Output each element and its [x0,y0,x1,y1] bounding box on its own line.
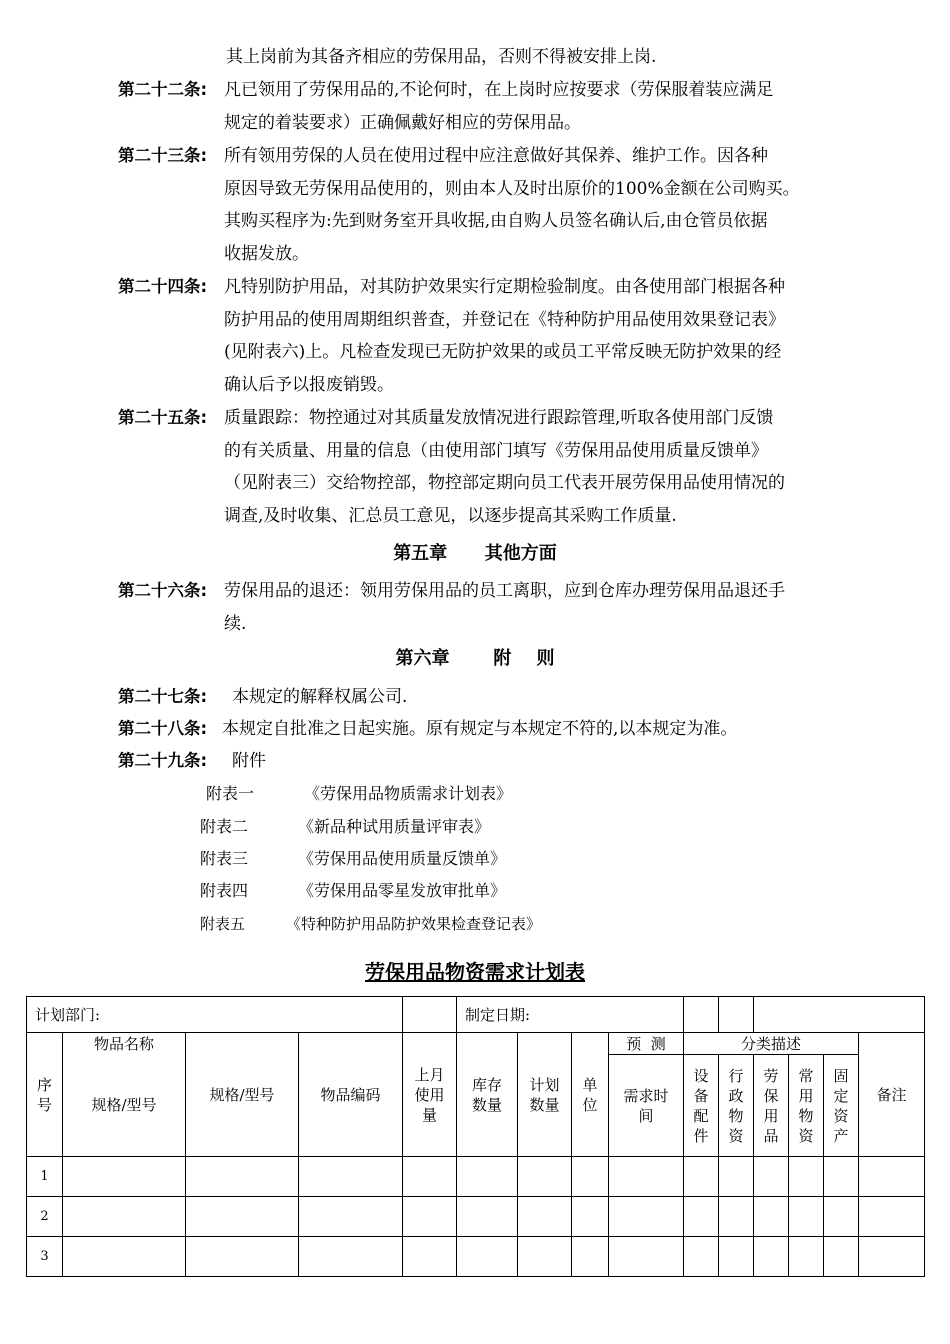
last-month-header-text: 上月使用量 [414,1065,445,1124]
spec-sub-header [63,1055,186,1157]
article-line: （见附表三）交给物控部，物控部定期向员工代表开展劳保用品使用情况的 [224,473,785,493]
date-cell[interactable] [457,997,684,1033]
article-line: 凡已领用了劳保用品的,不论何时，在上岗时应按要求（劳保服着装应满足 [224,80,774,100]
table-cell[interactable] [824,1197,859,1237]
article-line: 其购买程序为:先到财务室开具收据,由自购人员签名确认后,由仓管员依据 [224,211,768,231]
article-line: 本规定自批准之日起实施。原有规定与本规定不符的,以本规定为准。 [222,719,738,739]
spec-sub-header-text: 规格/型号 [91,1096,157,1115]
article-line: 劳保用品的退还：领用劳保用品的员工离职，应到仓库办理劳保用品退还手 [224,581,785,601]
table-cell[interactable] [789,1197,824,1237]
table-cell[interactable] [754,1197,789,1237]
plan-dept-label: 计划部门: [35,1005,101,1024]
code-header-text: 物品编码 [320,1085,381,1104]
seq-header [27,1033,63,1157]
table-cell[interactable] [684,1237,719,1277]
article-28 [118,713,898,746]
need-time-header [609,1055,684,1157]
table-cell[interactable] [457,1157,518,1197]
table-cell[interactable] [518,1237,572,1277]
table-cell[interactable] [403,1237,457,1277]
forecast-header [609,1033,684,1055]
attachment-title: 《新品种试用质量评审表》 [298,817,491,836]
remark-header-text: 备注 [876,1085,907,1104]
article-label: 第二十四条: [118,277,208,296]
last-month-header [403,1033,457,1157]
date-label: 制定日期: [465,1005,531,1024]
article-22 [118,74,898,139]
table-cell[interactable] [609,1157,684,1197]
article-line: 本规定的解释权属公司. [232,687,408,707]
unit-header-text: 单位 [582,1075,598,1114]
intro-line: 其上岗前为其备齐相应的劳保用品，否则不得被安排上岗. [226,47,657,67]
table-cell[interactable] [684,1197,719,1237]
table-cell[interactable] [859,1157,925,1197]
table-row [27,1237,925,1277]
attachment-name: 附表三 [200,849,249,868]
attachment-name: 附表五 [200,915,246,933]
remark-header [859,1033,925,1157]
table-cell[interactable] [457,1237,518,1277]
table-cell[interactable] [63,1157,186,1197]
row-seq: 1 [27,1157,63,1197]
table-cell[interactable] [824,1237,859,1277]
table-row [27,1157,925,1197]
table-cell[interactable] [518,1157,572,1197]
chapter-6-heading: 第六章 附 则 [395,648,555,669]
article-25 [118,402,898,532]
category-col-header [789,1055,824,1157]
spec-header-text: 规格/型号 [209,1085,275,1104]
code-header [299,1033,403,1157]
forecast-header-text: 预 测 [626,1034,666,1053]
article-line: 续. [224,613,247,634]
attachment-name: 附表四 [200,881,249,900]
attachment-name: 附表一 [206,784,255,803]
category-header-text: 分类描述 [740,1034,801,1053]
article-line: 所有领用劳保的人员在使用过程中应注意做好其保养、维护工作。因各种 [224,146,768,166]
table-cell[interactable] [684,1157,719,1197]
category-col-text: 常用物资 [798,1066,814,1145]
table-cell[interactable] [754,1157,789,1197]
chapter-5-heading: 第五章 其他方面 [393,543,557,564]
attachment-title: 《劳保用品物质需求计划表》 [304,784,513,803]
article-line: 附件 [232,751,266,771]
table-cell[interactable] [859,1197,925,1237]
category-col-text: 固定资产 [833,1066,849,1145]
article-line: 质量跟踪：物控通过对其质量发放情况进行跟踪管理,听取各使用部门反馈 [224,408,774,428]
table-cell[interactable] [299,1197,403,1237]
category-col-header [719,1055,754,1157]
table-cell[interactable] [63,1237,186,1277]
article-line: 收据发放。 [224,243,309,264]
table-cell[interactable] [859,1237,925,1277]
article-line: 调查,及时收集、汇总员工意见，以逐步提高其采购工作质量. [224,505,677,526]
table-cell[interactable] [403,1157,457,1197]
table-cell[interactable] [789,1237,824,1277]
article-line: 防护用品的使用周期组织普查，并登记在《特种防护用品使用效果登记表》 [224,309,785,330]
article-label: 第二十三条: [118,146,208,165]
category-col-text: 行政物资 [728,1066,744,1145]
table-cell[interactable] [572,1197,609,1237]
table-cell[interactable] [719,1157,754,1197]
article-label: 第二十六条: [118,581,208,600]
blank-cell [403,997,457,1033]
table-cell[interactable] [719,1197,754,1237]
stock-header [457,1033,518,1157]
article-24 [118,271,898,401]
table-cell[interactable] [518,1197,572,1237]
row-seq: 2 [27,1197,63,1237]
table-cell[interactable] [63,1197,186,1237]
table-cell[interactable] [609,1197,684,1237]
table-cell[interactable] [572,1237,609,1277]
unit-header [572,1033,609,1157]
category-col-text: 设备配件 [693,1066,709,1145]
category-col-header [684,1055,719,1157]
article-line: 确认后予以报废销毁。 [224,374,394,395]
article-line: 凡特别防护用品，对其防护效果实行定期检验制度。由各使用部门根据各种 [224,277,785,297]
article-label: 第二十二条: [118,80,208,99]
article-26 [118,575,898,640]
table-cell[interactable] [719,1237,754,1277]
article-label: 第二十九条: [118,751,208,770]
article-line: 规定的着装要求）正确佩戴好相应的劳保用品。 [224,112,581,133]
article-line: (见附表六)上。凡检查发现已无防护效果的或员工平常反映无防护效果的经 [224,342,782,362]
need-time-header-text: 需求时间 [623,1086,669,1125]
attachment-title: 《劳保用品使用质量反馈单》 [298,849,507,868]
item-name-header [63,1033,186,1055]
table-cell[interactable] [457,1197,518,1237]
article-line: 的有关质量、用量的信息（由使用部门填写《劳保用品使用质量反馈单》 [224,440,768,461]
blank-cell [754,997,925,1033]
table-cell[interactable] [299,1157,403,1197]
stock-header-text: 库存数量 [471,1075,502,1114]
table-cell[interactable] [609,1237,684,1277]
category-col-header [824,1055,859,1157]
article-label: 第二十八条: [118,719,208,738]
seq-header-text: 序号 [36,1075,52,1114]
plan-dept-cell[interactable] [27,997,403,1033]
blank-cell [684,997,719,1033]
table-title: 劳保用品物资需求计划表 [365,960,585,984]
article-line: 原因导致无劳保用品使用的，则由本人及时出原价的100%金额在公司购买。 [224,178,800,199]
table-cell[interactable] [186,1157,299,1197]
table-cell[interactable] [403,1197,457,1237]
spec-header [186,1033,299,1157]
category-col-text: 劳保用品 [763,1066,779,1145]
category-col-header [754,1055,789,1157]
article-23 [118,140,898,270]
category-header [684,1033,859,1055]
table-cell[interactable] [572,1157,609,1197]
table-row [27,1197,925,1237]
attachment-name: 附表二 [200,817,249,836]
plan-table [26,996,925,1277]
plan-qty-header [518,1033,572,1157]
table-cell[interactable] [186,1237,299,1277]
attachment-title: 《劳保用品零星发放审批单》 [298,881,507,900]
row-seq: 3 [27,1237,63,1277]
article-label: 第二十五条: [118,408,208,427]
article-label: 第二十七条: [118,687,208,706]
table-cell[interactable] [299,1237,403,1277]
article-27 [118,681,898,714]
table-cell[interactable] [186,1197,299,1237]
article-29 [118,745,898,778]
attachment-title: 《特种防护用品防护效果检查登记表》 [286,915,542,933]
plan-qty-header-text: 计划数量 [529,1075,560,1114]
table-cell[interactable] [789,1157,824,1197]
item-name-header-text: 物品名称 [93,1034,154,1053]
table-cell[interactable] [824,1157,859,1197]
table-cell[interactable] [754,1237,789,1277]
blank-cell [719,997,754,1033]
